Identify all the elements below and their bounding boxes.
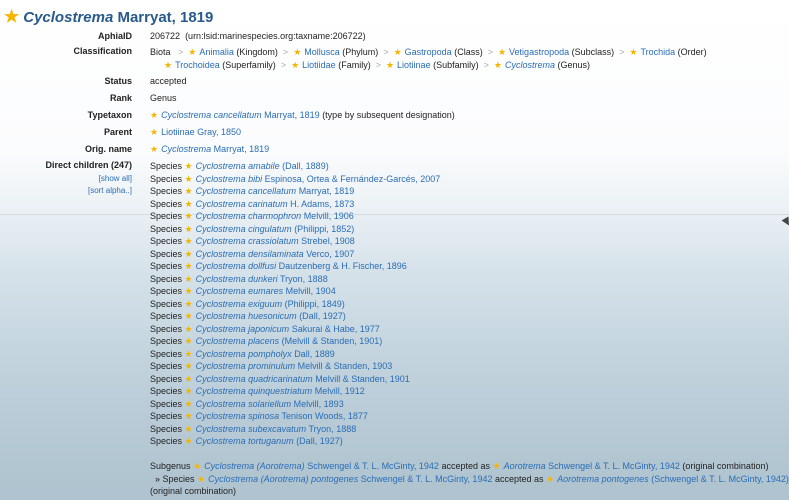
subgenus-species-note: (original combination) — [150, 486, 237, 496]
child-rank: Species — [150, 236, 183, 246]
child-author: Melvill, 1893 — [293, 398, 344, 409]
subgenus-line — [150, 460, 789, 473]
child-author: Marryat, 1819 — [298, 186, 355, 196]
child-author: Tenison Woods, 1877 — [281, 411, 368, 421]
typetaxon-note: (type by subsequent designation) — [322, 110, 455, 120]
star-icon: ★ — [184, 373, 193, 384]
classification-row — [0, 46, 707, 71]
child-author: Melvill, 1906 — [303, 211, 354, 221]
subgenus-target-name: Aorotrema — [503, 461, 546, 471]
child-author: Melvill, 1904 — [285, 286, 336, 296]
children-label: Direct children (247) — [45, 160, 132, 170]
orig-name-row — [0, 144, 269, 155]
orig-name-genus: Cyclostrema — [161, 144, 212, 154]
child-item — [150, 173, 440, 186]
chevron-right-icon: > — [375, 59, 381, 70]
child-item — [150, 185, 440, 198]
child-link[interactable] — [196, 161, 329, 171]
typetaxon-name: Cyclostrema cancellatum — [161, 110, 262, 120]
classification-rank: (Phylum) — [342, 47, 379, 57]
star-icon: ★ — [546, 473, 555, 484]
child-name: Cyclostrema japonicum — [195, 323, 290, 334]
star-icon: ★ — [184, 311, 193, 321]
subgenus-accepted-as: accepted as — [441, 461, 490, 471]
subgenus-note: (original combination) — [682, 461, 769, 471]
child-rank: Species — [150, 323, 183, 334]
child-name: Cyclostrema spinosa — [195, 411, 280, 421]
child-item — [150, 360, 440, 373]
child-rank: Species — [150, 411, 183, 421]
chevron-right-icon: > — [383, 47, 389, 57]
children-list — [150, 160, 440, 448]
child-link[interactable] — [196, 249, 355, 259]
child-item — [150, 260, 440, 273]
child-rank: Species — [150, 273, 183, 284]
child-name: Cyclostrema dunkeri — [195, 273, 278, 284]
child-rank: Species — [150, 211, 183, 221]
child-rank: Species — [150, 261, 183, 271]
mouse-cursor-icon — [782, 217, 789, 228]
child-link[interactable] — [196, 424, 357, 434]
classification-rank: (Family) — [338, 59, 371, 70]
chevron-right-icon: > — [282, 47, 289, 57]
star-icon: ★ — [164, 59, 173, 70]
star-icon: ★ — [184, 223, 193, 234]
subgenus-block — [150, 460, 789, 498]
child-item — [150, 310, 440, 323]
child-author: Melvill, 1912 — [314, 386, 365, 396]
orig-name-link[interactable] — [161, 144, 269, 154]
child-link[interactable] — [196, 261, 407, 271]
star-icon: ★ — [150, 127, 159, 137]
child-name: Cyclostrema carinatum — [195, 198, 288, 209]
child-item — [150, 285, 440, 298]
classification-rank: (Order) — [677, 47, 707, 57]
child-rank: Species — [150, 298, 183, 309]
typetaxon-link[interactable] — [161, 110, 320, 120]
subgenus-rank: Subgenus — [150, 461, 191, 471]
classification-link[interactable]: Mollusca — [304, 47, 340, 57]
subgenus-link[interactable] — [204, 461, 439, 471]
subgenus-species-accepted-as: accepted as — [494, 473, 544, 484]
child-rank: Species — [150, 361, 183, 371]
child-name: Cyclostrema amabile — [195, 161, 280, 171]
child-name: Cyclostrema cancellatum — [195, 186, 297, 196]
child-link[interactable] — [196, 186, 355, 196]
star-icon: ★ — [4, 7, 20, 26]
child-link[interactable] — [196, 399, 344, 409]
child-item — [150, 348, 440, 361]
child-link[interactable] — [196, 349, 335, 359]
star-icon: ★ — [393, 47, 402, 57]
child-author: Melvill & Standen, 1901 — [315, 373, 410, 384]
subgenus-species-target-author: (Schwengel & T. L. McGinty, 1942) — [651, 473, 789, 484]
title-author: Marryat, 1819 — [117, 8, 214, 26]
classification-line-2 — [150, 59, 707, 72]
child-item — [150, 198, 440, 211]
star-icon: ★ — [385, 59, 395, 70]
child-rank: Species — [150, 348, 183, 359]
child-name: Cyclostrema prominulum — [195, 361, 296, 371]
child-name: Cyclostrema eumares — [195, 286, 284, 296]
classification-rank: (Subfamily) — [433, 59, 479, 70]
star-icon: ★ — [184, 386, 193, 396]
chevron-right-icon: > — [178, 47, 184, 57]
child-link[interactable] — [196, 299, 345, 309]
child-item — [150, 298, 440, 311]
star-icon: ★ — [492, 461, 501, 471]
parent-label: Parent — [103, 127, 132, 137]
child-rank: Species — [150, 373, 183, 384]
child-link[interactable] — [196, 336, 383, 346]
subgenus-species-line — [150, 473, 789, 486]
child-link[interactable] — [196, 199, 355, 209]
child-link[interactable] — [196, 411, 368, 421]
child-rank: Species — [150, 398, 183, 409]
star-icon: ★ — [184, 286, 193, 296]
star-icon: ★ — [184, 173, 193, 184]
star-icon: ★ — [184, 436, 193, 446]
star-icon: ★ — [184, 161, 193, 171]
child-link[interactable] — [196, 211, 354, 221]
child-author: (Dall, 1927) — [296, 436, 343, 446]
star-icon: ★ — [193, 461, 202, 471]
title-genus: Cyclostrema — [23, 8, 114, 26]
child-author: Strebel, 1908 — [301, 236, 355, 246]
chevron-right-icon: > — [487, 47, 493, 57]
aphia-value: 206722 — [150, 31, 181, 41]
status-value: accepted — [150, 76, 187, 86]
star-icon: ★ — [493, 59, 502, 70]
child-author: Verco, 1907 — [306, 248, 355, 259]
child-link[interactable] — [196, 436, 343, 446]
classification-rank: (Superfamily) — [222, 59, 276, 70]
orig-name-label: Orig. name — [84, 144, 132, 154]
child-name: Cyclostrema cingulatum — [195, 223, 292, 234]
page-title — [4, 6, 213, 28]
star-icon: ★ — [188, 47, 197, 57]
child-item — [150, 323, 440, 336]
classification-rank: (Class) — [454, 47, 483, 57]
chevron-right-icon: > — [280, 59, 287, 70]
child-rank: Species — [150, 198, 183, 209]
child-link[interactable] — [196, 311, 346, 321]
child-name: Cyclostrema tortuganum — [195, 436, 294, 446]
star-icon: ★ — [293, 47, 302, 57]
child-link[interactable] — [196, 236, 355, 246]
star-icon: ★ — [291, 59, 300, 70]
child-name: Cyclostrema densilaminata — [195, 248, 304, 259]
rank-value: Genus — [150, 93, 177, 103]
classification-link[interactable]: Gastropoda — [404, 47, 452, 57]
classification-link[interactable]: Trochoidea — [175, 59, 220, 70]
child-link[interactable] — [196, 324, 380, 334]
child-author: Tryon, 1888 — [308, 423, 357, 434]
star-icon: ★ — [150, 144, 159, 154]
subgenus-species-target-link[interactable] — [557, 474, 789, 484]
classification-link[interactable]: Liotiinae — [397, 59, 431, 70]
child-link[interactable] — [196, 274, 328, 284]
child-item — [150, 248, 440, 261]
child-name: Cyclostrema placens — [195, 336, 280, 346]
child-rank: Species — [150, 161, 183, 171]
child-author: (Dall, 1889) — [282, 161, 329, 171]
classification-link[interactable]: Cyclostrema — [504, 59, 555, 70]
aphia-row — [0, 31, 366, 41]
child-name: Cyclostrema exiguum — [195, 298, 283, 309]
children-row — [0, 160, 440, 448]
subgenus-species-name: Cyclostrema (Aorotrema) pontogenes — [208, 473, 359, 484]
classification-link[interactable]: Trochida — [640, 47, 676, 57]
child-rank: Species — [150, 311, 183, 321]
child-rank: Species — [150, 173, 183, 184]
child-rank: Species — [150, 436, 183, 446]
star-icon: ★ — [629, 47, 638, 57]
child-item — [150, 373, 440, 386]
star-icon: ★ — [184, 411, 193, 421]
classification-rank: (Subclass) — [571, 47, 615, 57]
child-rank: Species — [150, 248, 183, 259]
star-icon: ★ — [184, 236, 193, 246]
subgenus-species-target-name: Aorotrema pontogenes — [557, 473, 649, 484]
star-icon: ★ — [184, 423, 193, 434]
star-icon: ★ — [184, 186, 193, 196]
child-item — [150, 210, 440, 223]
typetaxon-row — [0, 110, 455, 121]
child-rank: Species — [150, 423, 183, 434]
classification-rank: (Genus) — [557, 59, 590, 70]
sort-alpha-link[interactable]: [sort alpha..] — [87, 186, 132, 195]
classification-line-1 — [150, 46, 707, 59]
star-icon: ★ — [184, 323, 193, 334]
child-author: (Melvill & Standen, 1901) — [281, 336, 383, 346]
classification-link[interactable]: Animalia — [199, 47, 234, 57]
child-author: Dall, 1889 — [294, 348, 335, 359]
child-name: Cyclostrema bibi — [195, 173, 263, 184]
aphia-lsid: (urn:lsid:marinespecies.org:taxname:206722) — [185, 31, 366, 41]
subgenus-target-link[interactable] — [504, 461, 680, 471]
child-name: Cyclostrema crassiolatum — [195, 236, 299, 246]
child-link[interactable] — [196, 361, 393, 371]
classification-rank: (Kingdom) — [236, 47, 278, 57]
child-name: Cyclostrema quadricarinatum — [195, 373, 313, 384]
star-icon: ★ — [184, 273, 193, 284]
subgenus-target-author: Schwengel & T. L. McGinty, 1942 — [548, 461, 680, 471]
child-rank: Species — [150, 386, 183, 396]
child-author: Tryon, 1888 — [280, 273, 328, 284]
child-item — [150, 273, 440, 286]
child-author: Espinosa, Ortea & Fernández-Garcés, 2007 — [264, 173, 441, 184]
child-link[interactable] — [196, 174, 441, 184]
child-item — [150, 435, 440, 448]
star-icon: ★ — [184, 348, 193, 359]
show-all-link[interactable]: [show all] — [98, 174, 132, 183]
child-link[interactable] — [196, 386, 365, 396]
child-item — [150, 335, 440, 348]
child-author: Melvill & Standen, 1903 — [297, 361, 393, 371]
star-icon: ★ — [184, 198, 193, 209]
child-rank: Species — [150, 286, 183, 296]
child-item — [150, 235, 440, 248]
child-item — [150, 160, 440, 173]
child-item — [150, 385, 440, 398]
classification-root: Biota — [150, 47, 171, 57]
rank-label: Rank — [109, 93, 132, 103]
child-name: Cyclostrema solariellum — [195, 398, 292, 409]
classification-label: Classification — [73, 46, 132, 56]
star-icon: ★ — [197, 473, 206, 484]
child-name: Cyclostrema pompholyx — [195, 348, 292, 359]
child-author: Sakurai & Habe, 1977 — [291, 323, 380, 334]
child-name: Cyclostrema subexcavatum — [195, 423, 307, 434]
star-icon: ★ — [497, 47, 507, 57]
child-name: Cyclostrema huesonicum — [195, 311, 297, 321]
status-label: Status — [104, 76, 132, 86]
subgenus-species-link[interactable] — [208, 474, 492, 484]
parent-link[interactable]: Liotiinae Gray, 1850 — [161, 127, 241, 137]
chevron-right-icon: > — [483, 59, 489, 70]
child-link[interactable] — [196, 286, 336, 296]
star-icon: ★ — [184, 211, 193, 221]
child-author: H. Adams, 1873 — [290, 198, 355, 209]
child-name: Cyclostrema quinquestriatum — [195, 386, 313, 396]
parent-row — [0, 127, 241, 138]
child-author: Dautzenberg & H. Fischer, 1896 — [278, 261, 407, 271]
chevron-right-icon: > — [619, 47, 625, 57]
child-item — [150, 410, 440, 423]
child-link[interactable] — [196, 224, 355, 234]
child-item — [150, 398, 440, 411]
subgenus-author: Schwengel & T. L. McGinty, 1942 — [307, 461, 439, 471]
star-icon: ★ — [184, 398, 193, 409]
subgenus-species-author: Schwengel & T. L. McGinty, 1942 — [360, 473, 493, 484]
child-link[interactable] — [196, 374, 410, 384]
child-author: (Philippi, 1849) — [284, 298, 345, 309]
star-icon: ★ — [184, 298, 193, 309]
classification-link[interactable]: Vetigastropoda — [509, 47, 570, 57]
subgenus-species-prefix: » Species — [155, 473, 195, 484]
subgenus-name: Cyclostrema (Aorotrema) — [204, 461, 305, 471]
status-row — [0, 76, 187, 86]
child-author: (Dall, 1927) — [299, 311, 346, 321]
star-icon: ★ — [150, 110, 159, 120]
child-item — [150, 423, 440, 436]
star-icon: ★ — [184, 248, 193, 259]
typetaxon-author: Marryat, 1819 — [264, 110, 320, 120]
typetaxon-label: Typetaxon — [87, 110, 132, 120]
child-rank: Species — [150, 223, 183, 234]
star-icon: ★ — [184, 336, 193, 346]
child-item — [150, 223, 440, 236]
child-name: Cyclostrema dollfusi — [195, 261, 277, 271]
child-rank: Species — [150, 336, 183, 346]
child-author: (Philippi, 1852) — [294, 223, 355, 234]
classification-link[interactable]: Liotiidae — [302, 59, 336, 70]
child-name: Cyclostrema charmophron — [195, 211, 302, 221]
star-icon: ★ — [184, 361, 193, 371]
orig-name-author: Marryat, 1819 — [213, 144, 270, 154]
child-rank: Species — [150, 186, 183, 196]
aphia-label: AphiaID — [97, 31, 132, 41]
rank-row — [0, 93, 177, 103]
star-icon: ★ — [184, 261, 193, 271]
